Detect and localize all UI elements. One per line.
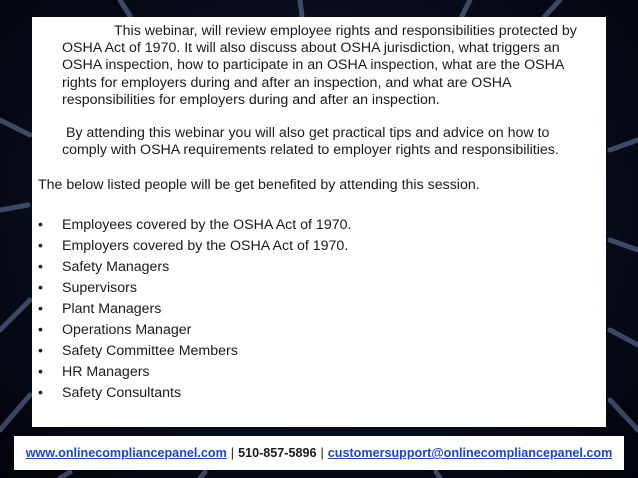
list-item-text: Employees covered by the OSHA Act of 1970. — [62, 216, 352, 233]
list-item — [38, 278, 598, 299]
description-text-1: This webinar, will review employee rights and responsibilities protected by OSHA Act of 1970. It will also discuss about OSHA jurisdiction, what triggers an OSHA inspection, how to participate in an OSHA inspection, what are the OSHA rights for employers during and after an inspection, and what are OSHA responsibilities for employers during and after an inspection. — [62, 23, 577, 108]
bullet-icon: • — [38, 321, 43, 338]
bullet-icon: • — [38, 384, 43, 401]
email-link[interactable]: customersupport@onlinecompliancepanel.com — [327, 446, 613, 460]
description-paragraph-1 — [62, 23, 598, 109]
list-item — [38, 215, 598, 236]
list-item-text: Plant Managers — [62, 300, 162, 317]
slide-content-box — [32, 17, 606, 427]
contact-footer — [14, 436, 624, 470]
list-item-text: Safety Committee Members — [62, 342, 238, 359]
audience-intro: The below listed people will be get benefited by attending this session. — [38, 177, 480, 194]
bullet-icon: • — [38, 279, 43, 296]
description-text-2: By attending this webinar you will also get practical tips and advice on how to comply with OSHA requirements related to employer rights and responsibilities. — [62, 125, 559, 159]
list-item-text: Supervisors — [62, 279, 137, 296]
description-paragraph-2 — [62, 125, 598, 159]
list-item — [38, 383, 598, 404]
bullet-icon: • — [38, 300, 43, 317]
bullet-icon: • — [38, 216, 43, 233]
list-item-text: Operations Manager — [62, 321, 192, 338]
bullet-icon: • — [38, 363, 43, 380]
list-item — [38, 341, 598, 362]
footer-separator: | — [320, 446, 324, 460]
phone-number: 510-857-5896 — [238, 446, 317, 460]
list-item — [38, 320, 598, 341]
list-item-text: HR Managers — [62, 363, 150, 380]
footer-separator: | — [230, 446, 235, 460]
website-link[interactable]: www.onlinecompliancepanel.com — [25, 446, 227, 460]
list-item — [38, 362, 598, 383]
audience-list — [38, 215, 598, 404]
list-item — [38, 299, 598, 320]
list-item-text: Safety Consultants — [62, 384, 182, 401]
list-item — [38, 257, 598, 278]
bullet-icon: • — [38, 258, 43, 275]
bullet-icon: • — [38, 237, 43, 254]
list-item-text: Employers covered by the OSHA Act of 1970. — [62, 237, 349, 254]
bullet-icon: • — [38, 342, 43, 359]
list-item-text: Safety Managers — [62, 258, 170, 275]
list-item — [38, 236, 598, 257]
